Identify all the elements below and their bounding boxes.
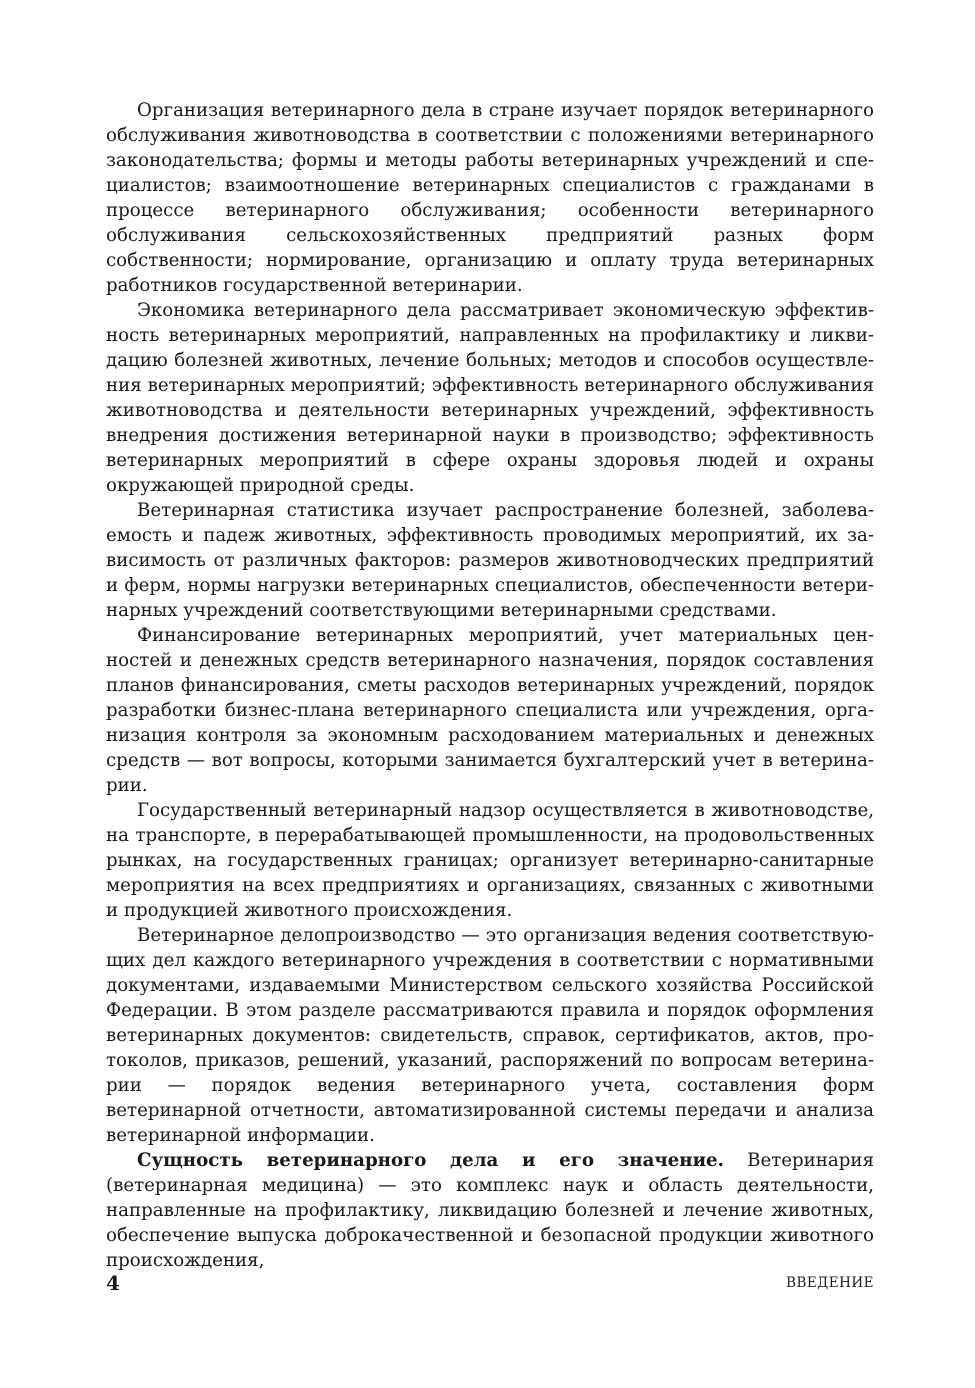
paragraph-economics xyxy=(106,298,874,498)
paragraph-text: Экономика ветеринарного дела рассматривает экономическую эффективность ветеринарных мероприятий, направленных на профилактику и ликвидацию болезней животных, лечение больных; методов и способов осуществления ветеринарных мероприятий; эффективность ветеринарного обслуживания животноводства и деятельности ветеринарных учреждений, эффективность внедрения достижения ветеринарной науки в производство; эффективность ветеринарных мероприятий в сфере охраны здоровья людей и охраны окружающей природной среды. xyxy=(106,300,874,496)
paragraph-text: Финансирование ветеринарных мероприятий, учет материальных ценностей и денежных средств ветеринарного назначения, порядок составления планов финансирования, сметы расходов ветеринарных учреждений, порядок разработки бизнес-плана ветеринарного специалиста или учреждения, организация контроля за экономным расходованием материальных и денежных средств — вот вопросы, которыми занимается бухгалтерский учет в ветеринарии. xyxy=(106,625,874,796)
paragraph-text: Ветеринарная статистика изучает распространение болезней, заболеваемость и падеж животных, эффективность проводимых мероприятий, их зависимость от различных факторов: размеров животноводческих предприятий и ферм, нормы нагрузки ветеринарных специалистов, обеспеченности ветеринарных учреждений соответствующими ветеринарными средствами. xyxy=(106,500,874,621)
running-head: ВВЕДЕНИЕ xyxy=(786,1275,874,1291)
paragraph-text: Государственный ветеринарный надзор осуществляется в животноводстве, на транспорте, в перерабатывающей промышленности, на продовольственных рынках, на государственных границах; организует ветеринарно-санитарные мероприятия на всех предприятиях и организациях, связанных с животными и продукцией животного происхождения. xyxy=(106,800,874,921)
paragraph-records-management xyxy=(106,923,874,1148)
page-footer xyxy=(106,1272,874,1294)
page-body xyxy=(106,98,874,1273)
page-number: 4 xyxy=(106,1271,120,1295)
paragraph-text: Ветеринарное делопроизводство — это организация ведения соответствующих дел каждого ветеринарного учреждения в соответствии с нормативными документами, издаваемыми Министерством сельского хозяйства Российской Федерации. В этом разделе рассматриваются правила и порядок оформления ветеринарных документов: свидетельств, справок, сертификатов, актов, протоколов, приказов, решений, указаний, распоряжений по вопросам ветеринарии — порядок ведения ветеринарного учета, составления форм ветеринарной отчетности, автоматизированной системы передачи и анализа ветеринарной информации. xyxy=(106,925,874,1146)
paragraph-bold-lead: Сущность ветеринарного дела и его значение. xyxy=(137,1150,724,1171)
paragraph-financing xyxy=(106,623,874,798)
paragraph-statistics xyxy=(106,498,874,623)
paragraph-text: Организация ветеринарного дела в стране изучает порядок ветеринарного обслуживания животноводства в соответствии с положениями ветеринарного законодательства; формы и методы работы ветеринарных учреждений и специалистов; взаимоотношение ветеринарных специалистов с гражданами в процессе ветеринарного обслуживания; особенности ветеринарного обслуживания сельскохозяйственных предприятий разных форм собственности; нормирование, организацию и оплату труда ветеринарных работников государственной ветеринарии. xyxy=(106,100,874,296)
paragraph-essence xyxy=(106,1148,874,1273)
paragraph-organization xyxy=(106,98,874,298)
paragraph-text: Ветеринария (ветеринарная медицина) — это комплекс наук и область деятельности, направленные на профилактику, ликвидацию болезней и лечение животных, обеспечение выпуска доброкачественной и безопасной продукции животного происхождения, xyxy=(106,1150,875,1271)
paragraph-state-supervision xyxy=(106,798,874,923)
